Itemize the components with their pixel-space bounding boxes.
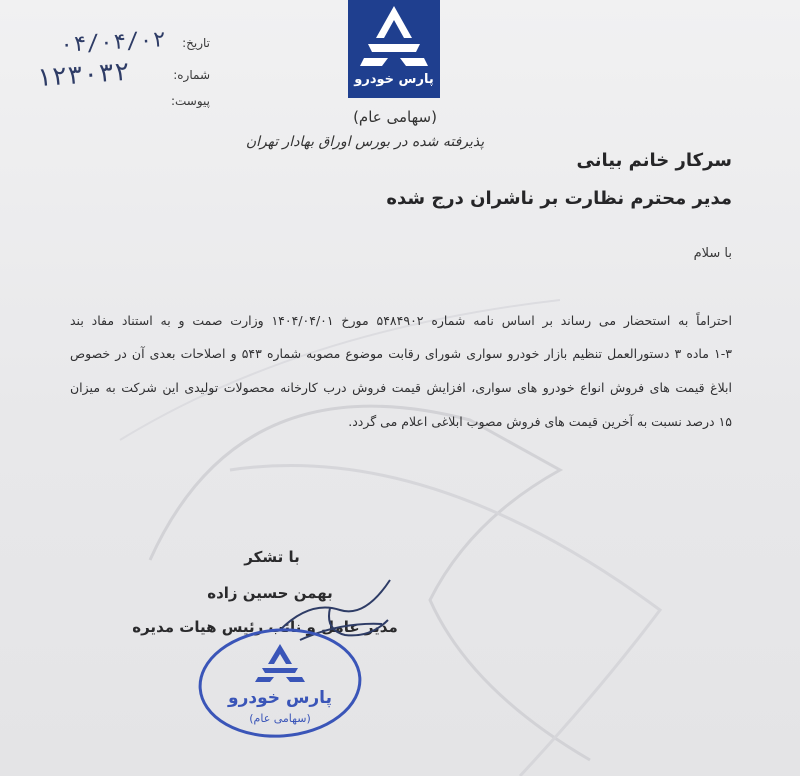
stock-listing-note: پذیرفته شده در بورس اوراق بهادار تهران	[245, 134, 485, 150]
date-value: ۰۴/۰۴/۰۲	[59, 27, 167, 58]
signer-title: مدیر عامل و نائب رئیس هیات مدیره	[132, 618, 398, 636]
attachment-label: پیوست:	[170, 94, 210, 108]
recipient-title: مدیر محترم نظارت بر ناشران درج شده	[386, 188, 732, 209]
letter-meta	[30, 27, 210, 110]
stamp-type: (سهامی عام)	[249, 712, 311, 725]
number-label: شماره:	[173, 68, 210, 82]
company-stamp	[196, 626, 364, 740]
stamp-company: پارس خودرو	[228, 688, 332, 708]
recipient-name: سرکار خانم بیانی	[576, 150, 732, 171]
logo-text: پارس خودرو	[354, 72, 434, 87]
company-type: (سهامی عام)	[353, 108, 437, 126]
number-value: ۱۲۳۰۳۲	[35, 56, 131, 94]
company-logo	[348, 0, 440, 98]
date-label: تاریخ:	[182, 36, 210, 50]
closing-thanks: با تشکر	[244, 548, 300, 566]
body-line-3: ابلاغ قیمت های فروش انواع خودرو های سواری، افزایش قیمت فروش درب کارخانه محصولات تولیدی این شرکت به میزان	[70, 380, 732, 395]
body-line-2: ۱-۳ ماده ۳ دستورالعمل تنظیم بازار خودرو سواری شورای رقابت موضوع مصوبه شماره ۵۴۳ و اصلاحات بعدی آن در خصوص	[70, 346, 732, 361]
body-line-1: احتراماً به استحضار می رساند بر اساس نامه شماره ۵۴۸۴۹۰۲ مورخ ۱۴۰۴/۰۴/۰۱ وزارت صمت و به استناد مفاد بند	[70, 313, 732, 328]
body-line-4: ۱۵ درصد نسبت به آخرین قیمت های فروش مصوب ابلاغی اعلام می گردد.	[348, 414, 732, 429]
salutation: با سلام	[693, 246, 732, 261]
signer-name: بهمن حسین زاده	[207, 584, 333, 602]
